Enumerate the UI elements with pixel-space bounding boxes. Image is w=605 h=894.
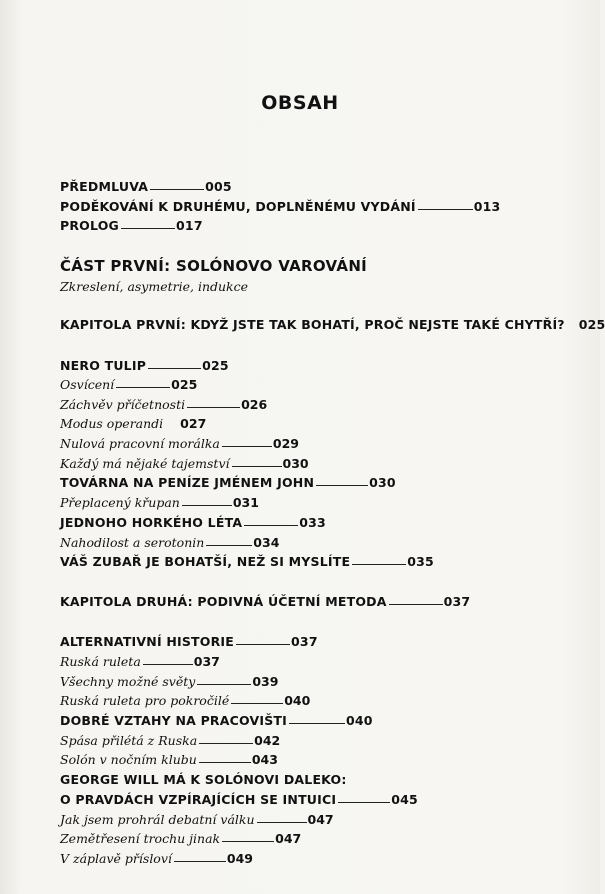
toc-entry-title: Nahodilost a serotonin	[60, 535, 205, 550]
toc-entry-title: Záchvěv příčetnosti	[60, 397, 186, 412]
toc-entry-page: 027	[180, 416, 207, 431]
toc-subentry	[60, 416, 206, 431]
toc-subentry	[60, 812, 334, 827]
toc-entry-page: 042	[254, 733, 281, 748]
toc-entry-title: O PRAVDÁCH VZPÍRAJÍCÍCH SE INTUICI	[60, 792, 337, 807]
leader-line	[116, 387, 170, 388]
toc-entry-page: 013	[473, 199, 501, 214]
toc-subentry	[60, 831, 301, 846]
toc-entry	[60, 475, 396, 490]
toc-entry-title: Každý má nějaké tajemství	[60, 456, 230, 471]
toc-entry-page: 025	[578, 317, 605, 332]
toc-entry-page: 030	[369, 475, 396, 490]
leader-line	[199, 743, 253, 744]
toc-entry	[60, 713, 373, 728]
toc-entry-title: Ruská ruleta	[60, 654, 141, 669]
leader-line	[206, 545, 252, 546]
leader-line	[187, 407, 240, 408]
toc-entry-page: 029	[272, 436, 299, 451]
toc-entry-title: GEORGE WILL MÁ K SOLÓNOVI DALEKO:	[60, 772, 347, 787]
toc-entry-page: 017	[176, 218, 203, 233]
toc-entry-page: 030	[282, 456, 309, 471]
toc-entry-title: Nulová pracovní morálka	[60, 436, 220, 451]
toc-entry	[60, 515, 326, 530]
toc-entry-title: TOVÁRNA NA PENÍZE JMÉNEM JOHN	[60, 475, 315, 490]
leader-line	[232, 466, 282, 467]
toc-subentry	[60, 436, 299, 451]
leader-line	[222, 446, 272, 447]
leader-line	[150, 189, 204, 190]
part-subtitle-text: Zkreslení, asymetrie, indukce	[60, 279, 249, 294]
toc-entry-page: 049	[226, 851, 253, 866]
toc-entry-title: DOBRÉ VZTAHY NA PRACOVIŠTI	[60, 713, 287, 728]
toc-subentry	[60, 535, 279, 550]
toc-entry-page: 026	[241, 397, 268, 412]
toc-entry-page: 039	[252, 674, 279, 689]
toc-entry-page: 025	[202, 358, 229, 373]
leader-line	[289, 723, 345, 724]
leader-line	[338, 802, 390, 803]
toc-entry-page: 047	[307, 812, 334, 827]
toc-entry-title: JEDNOHO HORKÉHO LÉTA	[60, 515, 243, 530]
toc-entry-page: 005	[205, 179, 232, 194]
toc-subentry	[60, 495, 259, 510]
leader-line	[199, 762, 251, 763]
part-heading	[60, 257, 367, 275]
toc-entry-page: 037	[193, 654, 220, 669]
toc-entry-title: KAPITOLA PRVNÍ: KDYŽ JSTE TAK BOHATÍ, PROČ NEJSTE TAKÉ CHYTŘÍ?	[60, 317, 565, 332]
toc-entry-title: PŘEDMLUVA	[60, 179, 149, 194]
leader-line	[236, 644, 290, 645]
leader-line	[257, 822, 307, 823]
toc-subentry	[60, 674, 278, 689]
leader-line	[222, 841, 274, 842]
part-heading-text: ČÁST PRVNÍ: SOLÓNOVO VAROVÁNÍ	[60, 257, 368, 275]
toc-entry-page: 040	[284, 693, 311, 708]
toc-subentry	[60, 397, 267, 412]
leader-line	[231, 703, 283, 704]
leader-line	[182, 505, 232, 506]
toc-entry	[60, 792, 418, 807]
leader-line	[389, 604, 443, 605]
toc-subentry	[60, 377, 197, 392]
leader-line	[148, 368, 201, 369]
toc-entry-title: Přeplacený křupan	[60, 495, 180, 510]
toc-entry-title: V záplavě přísloví	[60, 851, 172, 866]
toc-chapter	[60, 594, 470, 609]
leader-line	[174, 861, 226, 862]
toc-entry	[60, 179, 232, 194]
toc-entry-page: 045	[391, 792, 418, 807]
toc-entry	[60, 772, 347, 787]
toc-entry-title: PODĚKOVÁNÍ K DRUHÉMU, DOPLNĚNÉMU VYDÁNÍ	[60, 199, 416, 214]
toc-entry-title: ALTERNATIVNÍ HISTORIE	[60, 634, 235, 649]
toc-entry-title: Spása přilétá z Ruska	[60, 733, 198, 748]
toc-entry-title: Ruská ruleta pro pokročilé	[60, 693, 230, 708]
leader-line	[197, 684, 251, 685]
part-subtitle	[60, 279, 248, 294]
toc-entry-title: VÁŠ ZUBAŘ JE BOHATŠÍ, NEŽ SI MYSLÍTE	[60, 554, 351, 569]
toc-chapter	[60, 317, 605, 332]
toc-subentry	[60, 752, 278, 767]
toc-entry-page: 043	[251, 752, 278, 767]
leader-line	[121, 228, 175, 229]
toc-entry-title: KAPITOLA DRUHÁ: PODIVNÁ ÚČETNÍ METODA	[60, 594, 387, 609]
toc-entry	[60, 199, 500, 214]
page-title: OBSAH	[261, 92, 339, 114]
toc-entry-title: Zemětřesení trochu jinak	[60, 831, 221, 846]
toc-entry	[60, 634, 318, 649]
toc-entry-page: 034	[253, 535, 280, 550]
toc-entry-page: 033	[299, 515, 326, 530]
toc-entry-title: Jak jsem prohrál debatní válku	[60, 812, 255, 827]
toc-entry-page: 037	[291, 634, 318, 649]
toc-subentry	[60, 733, 280, 748]
toc-entry-page: 025	[171, 377, 198, 392]
toc-entry-title: NERO TULIP	[60, 358, 147, 373]
leader-line	[418, 209, 473, 210]
toc-entry-title: Solón v nočním klubu	[60, 752, 197, 767]
leader-line	[143, 664, 193, 665]
toc-entry-page: 040	[346, 713, 373, 728]
toc-entry-page: 047	[275, 831, 302, 846]
toc-entry-page: 035	[407, 554, 434, 569]
toc-subentry	[60, 693, 310, 708]
toc-entry-title: PROLOG	[60, 218, 120, 233]
toc-subentry	[60, 456, 309, 471]
toc-entry-title: Osvícení	[60, 377, 115, 392]
leader-line	[316, 485, 368, 486]
toc-entry	[60, 358, 229, 373]
leader-line	[244, 525, 298, 526]
toc-entry-title: Všechny možné světy	[60, 674, 196, 689]
leader-line	[352, 564, 406, 565]
toc-subentry	[60, 654, 220, 669]
toc-subentry	[60, 851, 253, 866]
toc-entry	[60, 218, 203, 233]
toc-entry-page: 031	[232, 495, 259, 510]
toc-entry-page: 037	[443, 594, 471, 609]
toc-entry	[60, 554, 434, 569]
toc-entry-title: Modus operandi	[60, 416, 164, 431]
